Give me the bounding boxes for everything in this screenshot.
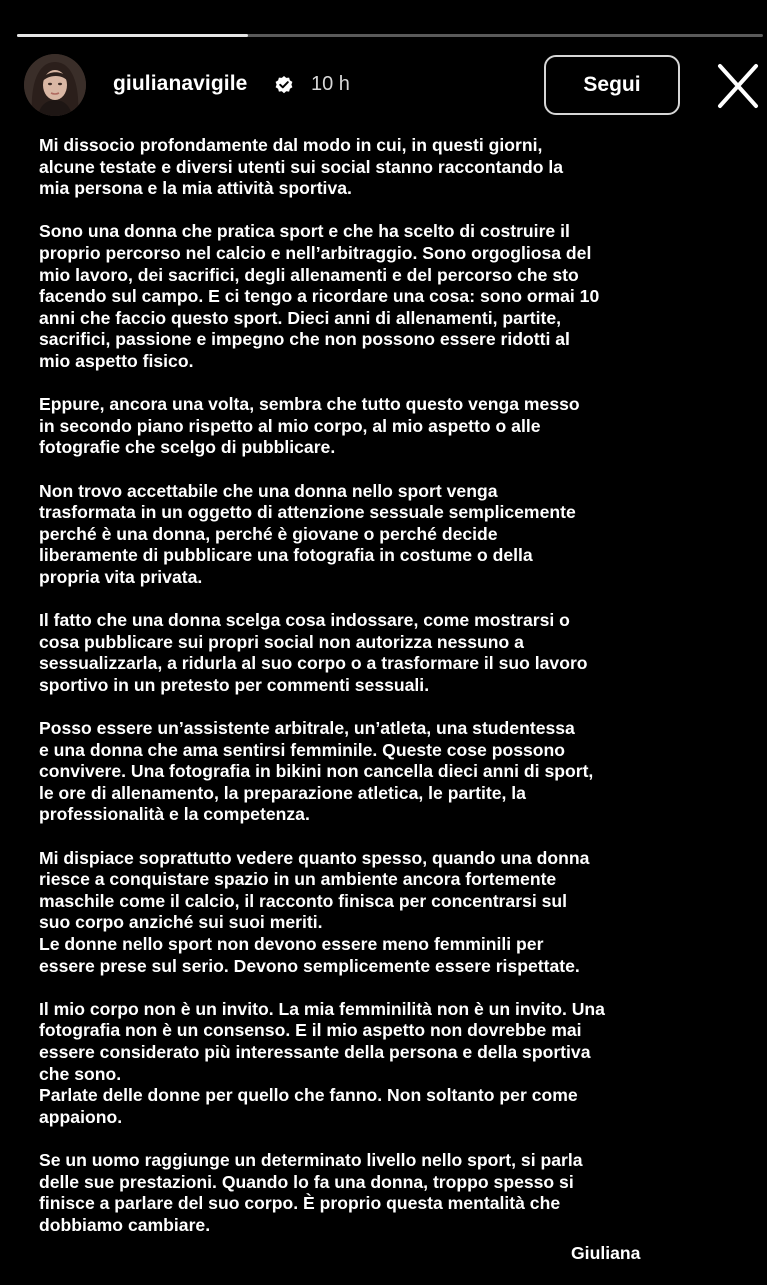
- paragraph: Posso essere un’assistente arbitrale, un’atleta, una studentessa e una donna che ama sentirsi femminile. Queste cose possono convivere. Una fotografia in bikini non cancella dieci anni di sport, le ore di allenamento, la preparazione atletica, le partite, la professionalità e la competenza.: [39, 718, 594, 825]
- paragraph: Il mio corpo non è un invito. La mia femminilità non è un invito. Una fotografia non è un consenso. E il mio aspetto non dovrebbe mai essere considerato più interessante della persona e della sportiva che sono. Parlate delle donne per quello che fanno. Non soltanto per come appaiono.: [39, 998, 605, 1127]
- paragraph: Sono una donna che pratica sport e che ha scelto di costruire il proprio percorso nel calcio e nell’arbitraggio. Sono orgogliosa del mio lavoro, dei sacrifici, degli allenamenti e del percorso che sto facendo sul campo. E ci tengo a ricordare una cosa: sono ormai 10 anni che faccio questo sport. Dieci anni di allenamenti, partite, sacrifici, passione e impegno che non possono essere ridotti al mio aspetto fisico.: [39, 221, 600, 371]
- verified-badge-icon: [274, 75, 294, 95]
- story-header: [0, 50, 767, 122]
- story-text: [39, 135, 751, 1258]
- avatar-image: [24, 54, 86, 116]
- story-progress-fill: [17, 34, 248, 37]
- paragraph: Il fatto che una donna scelga cosa indossare, come mostrarsi o cosa pubblicare sui propri social non autorizza nessuno a sessualizzarla, a ridurla al suo corpo o a trasformare il suo lavoro sportivo in un pretesto per commenti sessuali.: [39, 610, 588, 695]
- paragraph: Se un uomo raggiunge un determinato livello nello sport, si parla delle sue prestazioni. Quando lo fa una donna, troppo spesso si finisce a parlare del suo corpo. È proprio questa mentalità che dobbiamo cambiare.: [39, 1149, 583, 1235]
- story-progress-bar: [17, 34, 763, 37]
- post-time: 10 h: [311, 73, 350, 95]
- paragraph: Mi dissocio profondamente dal modo in cui, in questi giorni, alcune testate e diversi utenti sui social stanno raccontando la mia persona e la mia attività sportiva.: [39, 135, 564, 199]
- username[interactable]: giulianavigile: [113, 72, 248, 95]
- signature: Giuliana: [571, 1243, 641, 1263]
- follow-button[interactable]: Segui: [544, 55, 680, 115]
- close-button[interactable]: [712, 62, 764, 110]
- paragraph: Non trovo accettabile che una donna nello sport venga trasformata in un oggetto di attenzione sessuale semplicemente perché è una donna, perché è giovane o perché decide liberamente di pubblicare una fotografia in costume o della propria vita privata.: [39, 480, 576, 587]
- paragraph: Mi dispiace soprattutto vedere quanto spesso, quando una donna riesce a conquistare spazio in un ambiente ancora fortemente maschile come il calcio, il racconto finisca per concentrarsi sul suo corpo anziché sui suoi meriti. Le donne nello sport non devono essere meno femminili per essere prese sul serio. Devono semplicemente essere rispettate.: [39, 847, 590, 976]
- close-icon: [712, 62, 764, 110]
- paragraph: Eppure, ancora una volta, sembra che tutto questo venga messo in secondo piano rispetto al mio corpo, al mio aspetto o alle fotografie che scelgo di pubblicare.: [39, 394, 580, 458]
- avatar[interactable]: [24, 54, 86, 116]
